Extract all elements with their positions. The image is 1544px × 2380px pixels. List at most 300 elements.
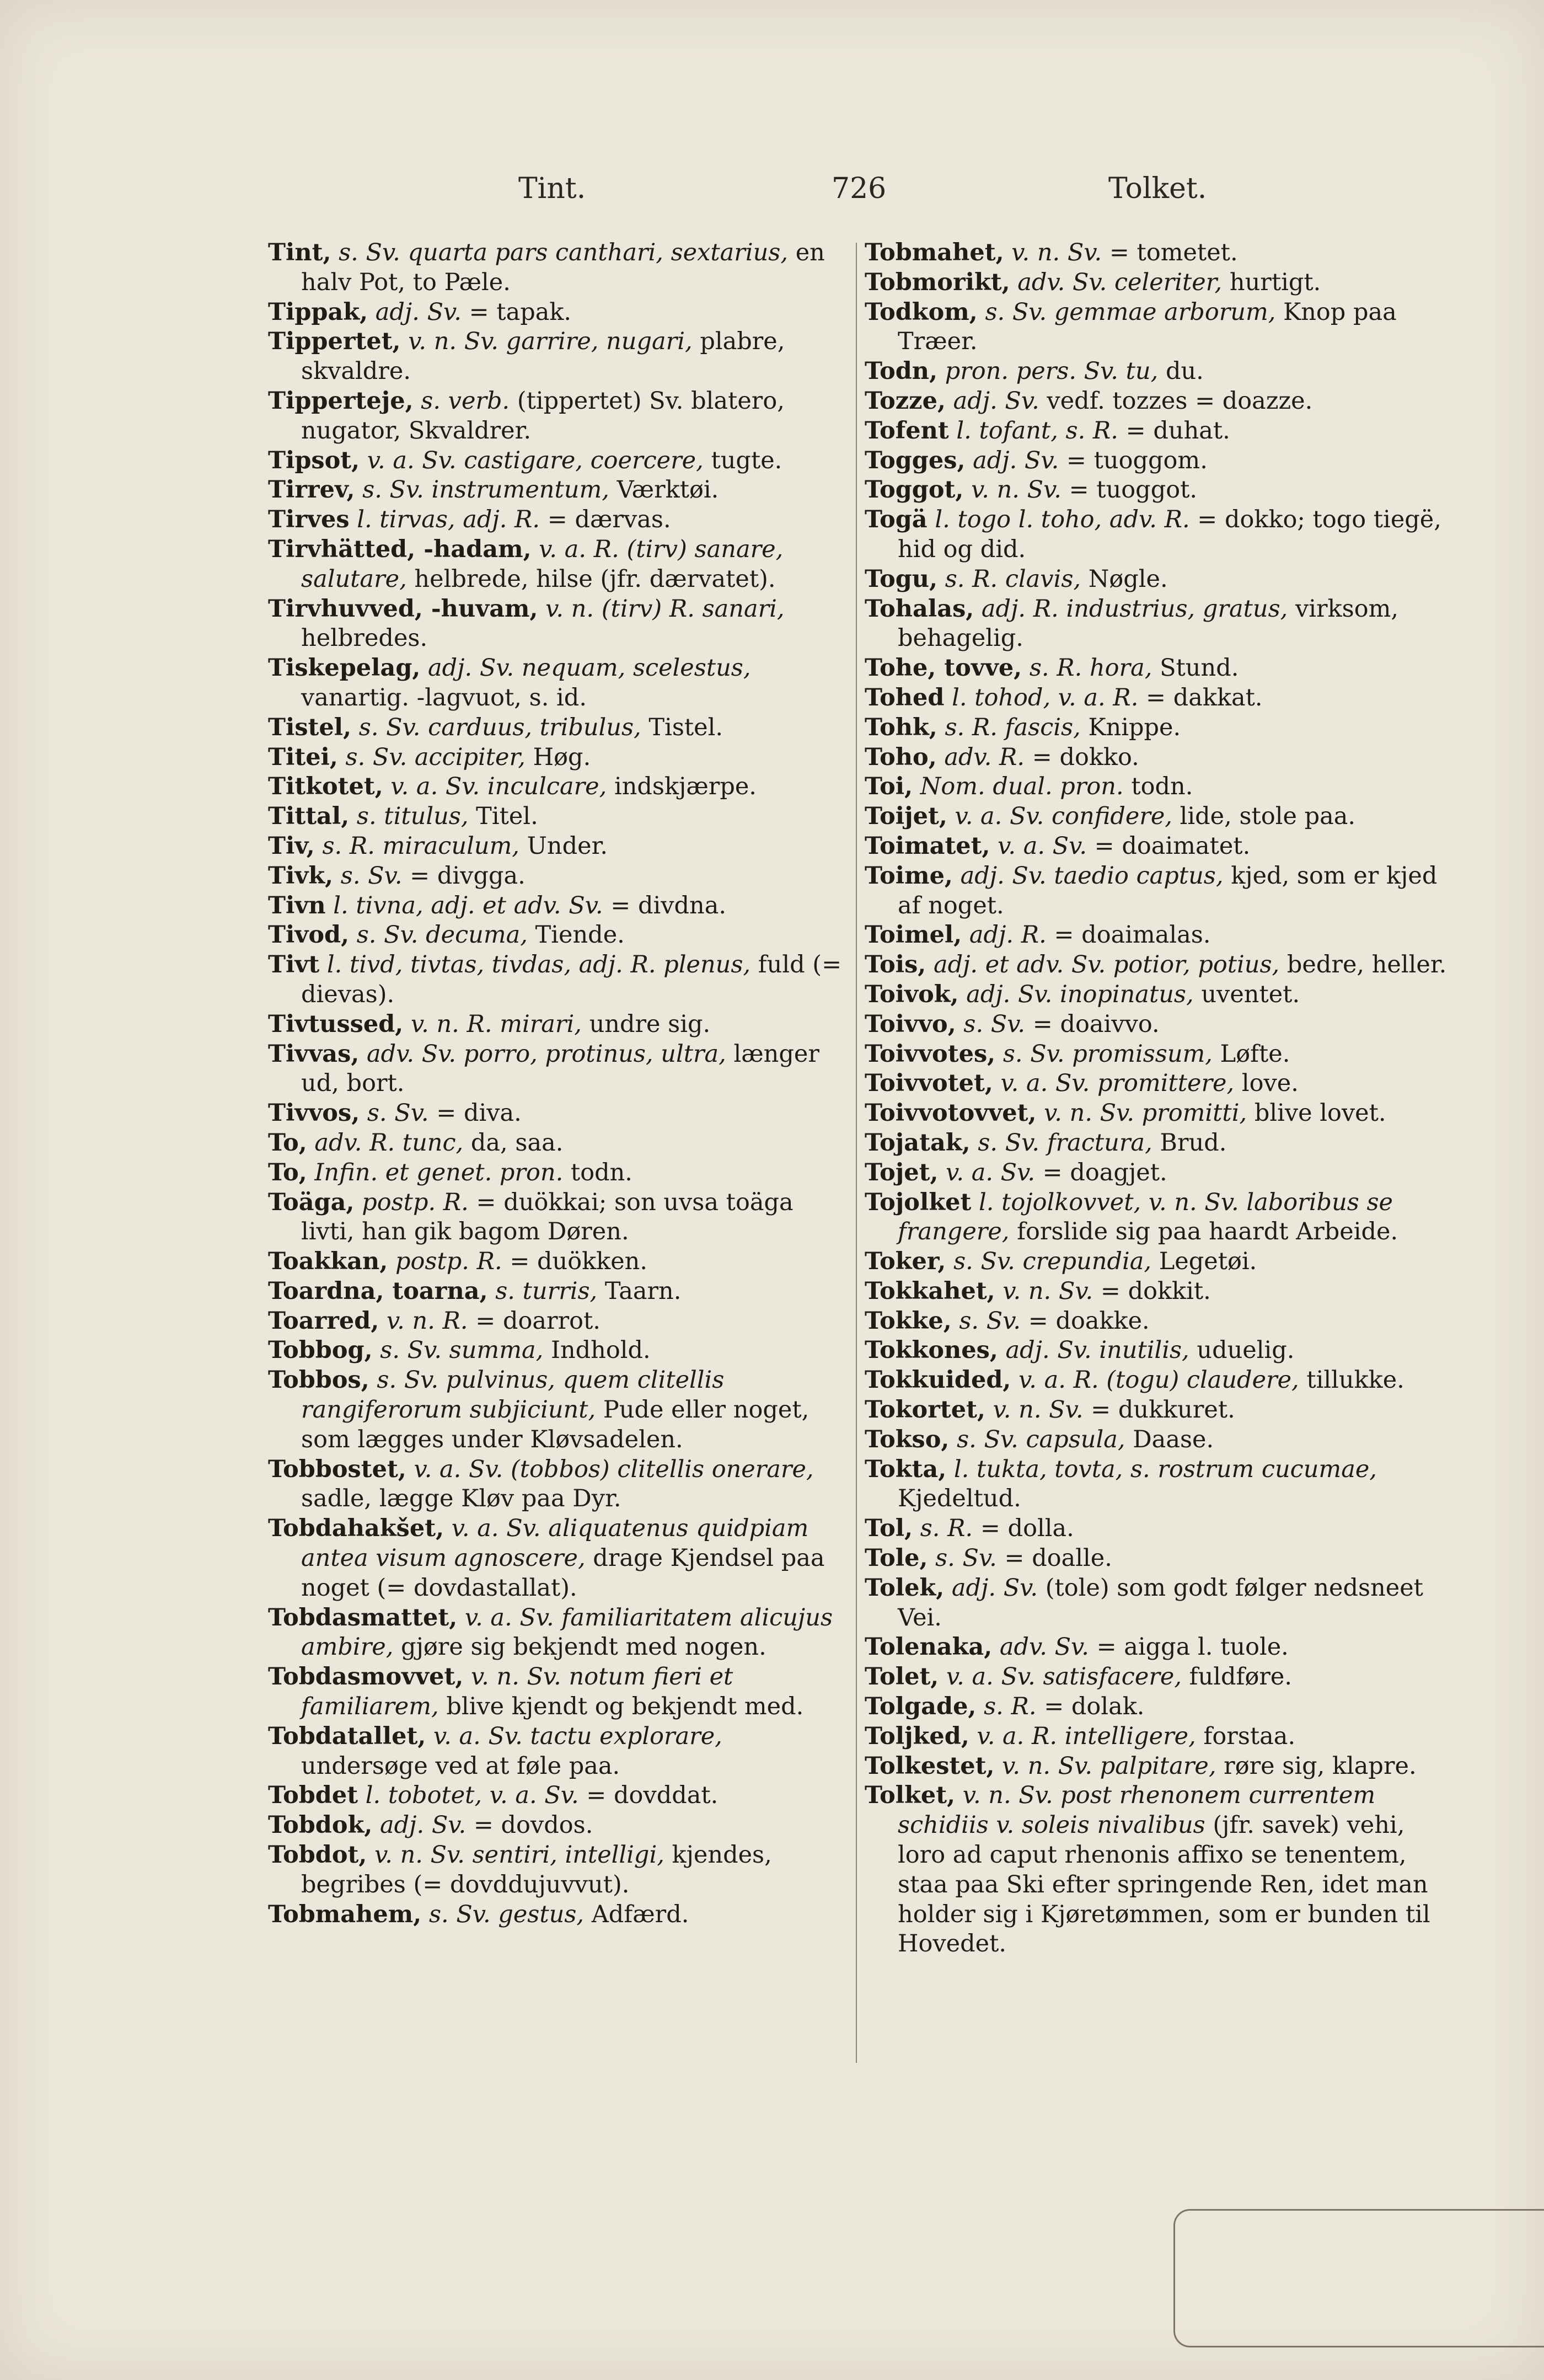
entry-grammar: adv. R. [944,743,1025,771]
dictionary-entry [865,238,1449,268]
entry-headword: To, [268,1129,307,1157]
entry-definition: = dokkit. [1100,1277,1211,1305]
entry-definition: Taarn. [604,1277,682,1305]
entry-definition: todn. [1131,773,1193,801]
entry-headword: Tivtussed, [268,1010,404,1038]
entry-definition: Adfærd. [591,1900,689,1928]
entry-headword: Toäga, [268,1188,355,1216]
entry-definition: gjøre sig bekjendt med nogen. [401,1633,766,1661]
entry-headword: Tois, [865,951,926,979]
entry-headword: Todkom, [865,298,978,326]
entry-headword: Tivvos, [268,1099,360,1127]
entry-grammar: v. a. Sv. aliquatenus quidpiam antea visum agnoscere, [301,1515,809,1573]
dictionary-entry [268,1129,853,1158]
entry-definition: blive lovet. [1254,1099,1386,1127]
entry-definition: Indhold. [550,1336,651,1365]
entry-definition: lide, stole paa. [1180,803,1356,831]
entry-headword: Tobdasmattet, [268,1603,458,1632]
entry-headword: Togges, [865,446,966,474]
dictionary-entry [268,1455,853,1515]
entry-headword: Toho, [865,743,937,771]
entry-headword: Tohe, tovve, [865,654,1022,682]
right-column [865,238,1449,1959]
entry-headword: Toimel, [865,921,962,949]
dictionary-entry [865,1277,1449,1307]
entry-definition: Under. [527,832,608,860]
entry-headword: Tobdet [268,1782,358,1810]
dictionary-entry [268,298,853,328]
entry-headword: Tohalas, [865,595,974,623]
entry-headword: Tint, [268,239,331,266]
entry-headword: Tipperteje, [268,387,414,415]
dictionary-entry [865,1514,1449,1544]
dictionary-entry [268,535,853,595]
entry-grammar: v. a. Sv. confidere, [955,803,1172,831]
entry-definition: Tiende. [535,921,625,949]
entry-grammar: v. a. Sv. satisfacere, [946,1663,1182,1691]
entry-headword: Tivod, [268,921,350,949]
entry-definition: forslide sig paa haardt Arbeide. [1017,1218,1398,1246]
entry-headword: Tolgade, [865,1693,977,1721]
entry-grammar: adj. Sv. [973,446,1059,474]
dictionary-entry [268,1841,853,1900]
dictionary-entry [865,505,1449,565]
entry-definition: kjed, som er kjed af noget. [898,862,1438,919]
entry-definition: = doaimatet. [1094,832,1251,860]
entry-definition: = dovdos. [473,1811,593,1839]
dictionary-entry [865,1692,1449,1722]
entry-headword: Toi, [865,773,913,801]
entry-definition: Løfte. [1220,1040,1290,1068]
entry-grammar: v. a. R. intelligere, [977,1722,1196,1750]
entry-grammar: s. titulus, [356,803,469,831]
dictionary-entry [865,595,1449,654]
entry-headword: Toivvotovvet, [865,1099,1037,1127]
entry-definition: sadle, lægge Kløv paa Dyr. [301,1485,621,1513]
entry-headword: Tolket, [865,1782,956,1810]
dictionary-entry [268,446,853,476]
entry-definition: = duhat. [1125,416,1230,445]
entry-definition: Stund. [1160,654,1239,682]
entry-headword: Togu, [865,565,938,593]
dictionary-entry [865,802,1449,832]
entry-headword: Tippak, [268,298,368,326]
entry-headword: Toimatet, [865,832,990,860]
entry-definition: Høg. [533,743,591,771]
entry-definition: tillukke. [1306,1366,1404,1394]
entry-definition: fuld (= dievas). [301,951,842,1008]
entry-grammar: s. Sv. [963,1010,1026,1038]
entry-grammar: s. Sv. [959,1307,1021,1335]
dictionary-entry [865,1158,1449,1188]
left-column [268,238,853,1929]
entry-grammar: l. tobotet, v. a. Sv. [365,1782,579,1810]
entry-definition: = doarrot. [475,1307,601,1335]
entry-headword: Tirves [268,506,350,534]
entry-definition: fuldføre. [1189,1663,1293,1691]
dictionary-entry [268,505,853,535]
dictionary-entry [268,802,853,832]
dictionary-entry [865,446,1449,476]
entry-definition: Tistel. [648,713,723,741]
dictionary-entry [268,327,853,387]
dictionary-entry [865,1366,1449,1395]
entry-definition: Brud. [1160,1129,1227,1157]
dictionary-entry [865,565,1449,595]
entry-grammar: v. n. Sv. sentiri, intelligi, [374,1841,664,1869]
dictionary-entry [268,1781,853,1811]
dictionary-entry [865,1129,1449,1158]
entry-grammar: v. n. Sv. notum fieri et familiarem, [301,1663,733,1721]
entry-grammar: v. n. (tirv) R. sanari, [545,595,785,623]
entry-headword: Tiskepelag, [268,654,421,682]
dictionary-entry [865,862,1449,921]
entry-grammar: v. a. Sv. inculcare, [390,773,607,801]
dictionary-entry [865,1722,1449,1752]
entry-definition: = doaimalas. [1054,921,1211,949]
column-divider [856,243,857,2063]
entry-definition: vedf. tozzes = doazze. [1047,387,1313,415]
dictionary-entry [865,387,1449,416]
dictionary-entry [865,1425,1449,1455]
dictionary-entry [268,1010,853,1040]
entry-grammar: v. n. Sv. palpitare, [1002,1752,1216,1780]
entry-headword: Tirrev, [268,476,355,504]
entry-headword: Togä [865,506,928,534]
entry-definition: kjendes, begribes (= dovddujuvvut). [301,1841,772,1898]
entry-definition: Nøgle. [1088,565,1168,593]
entry-grammar: adj. Sv. inopinatus, [966,980,1194,1008]
entry-headword: Tobmahem, [268,1900,422,1928]
entry-headword: Toakkan, [268,1248,388,1276]
entry-grammar: l. tirvas, adj. R. [357,506,540,534]
dictionary-entry [268,387,853,446]
entry-headword: Toime, [865,862,953,890]
entry-definition: = tometet. [1109,239,1238,266]
entry-headword: Tobdot, [268,1841,367,1869]
dictionary-entry [268,1158,853,1188]
entry-grammar: s. Sv. promissum, [1002,1040,1213,1068]
entry-definition: = doaivvo. [1032,1010,1160,1038]
entry-definition: Knop paa Træer. [898,298,1397,356]
entry-grammar: s. Sv. fractura, [978,1129,1152,1157]
entry-headword: Tojet, [865,1158,939,1186]
dictionary-entry [268,891,853,921]
entry-headword: Tivvas, [268,1040,360,1068]
dictionary-entry [268,1603,853,1663]
entry-definition: (tole) som godt følger nedsneet Vei. [898,1574,1423,1632]
entry-grammar: v. n. R. [386,1307,468,1335]
entry-definition: uventet. [1201,980,1300,1008]
dictionary-entry [268,475,853,505]
dictionary-entry [268,921,853,950]
dictionary-entry [865,743,1449,773]
entry-grammar: v. n. Sv. promitti, [1044,1099,1247,1127]
entry-grammar: adj. Sv. [380,1811,467,1839]
entry-definition: = tapak. [469,298,572,326]
dictionary-entry [268,1900,853,1930]
entry-headword: Tipsot, [268,446,360,474]
dictionary-entry [865,1395,1449,1425]
entry-definition: = aigga l. tuole. [1096,1633,1289,1661]
entry-headword: Tiv, [268,832,315,860]
entry-grammar: s. R. miraculum, [322,832,519,860]
entry-headword: Toivvotes, [865,1040,996,1068]
entry-grammar: adj. Sv. inutilis, [1005,1336,1189,1365]
entry-grammar: s. Sv. summa, [380,1336,544,1365]
entry-grammar: l. tohod, v. a. R. [952,683,1139,712]
entry-definition: indskjærpe. [614,773,757,801]
entry-headword: Tivk, [268,862,334,890]
entry-grammar: Nom. dual. pron. [920,773,1124,801]
entry-definition: = doalle. [1004,1544,1112,1573]
dictionary-entry [865,654,1449,683]
entry-grammar: s. verb. [421,387,510,415]
entry-headword: Toljked, [865,1722,969,1750]
entry-definition: Værktøi. [616,476,719,504]
entry-headword: Tokke, [865,1307,952,1335]
dictionary-entry [268,713,853,743]
entry-headword: Tobdahakšet, [268,1515,444,1543]
entry-headword: Toardna, toarna, [268,1277,488,1305]
entry-headword: Tokso, [865,1425,950,1453]
entry-headword: Tohed [865,683,945,712]
dictionary-entry [865,1662,1449,1692]
entry-grammar: s. Sv. carduus, tribulus, [358,713,641,741]
dictionary-entry [865,268,1449,298]
entry-grammar: l. tojolkovvet, v. n. Sv. laboribus se frangere, [898,1188,1393,1246]
entry-headword: Tirvhuvved, -huvam, [268,595,538,623]
entry-headword: Toivok, [865,980,959,1008]
entry-headword: Tippertet, [268,328,401,356]
entry-definition: Legetøi. [1159,1248,1257,1276]
entry-grammar: v. n. R. mirari, [410,1010,582,1038]
dictionary-entry [268,772,853,802]
dictionary-entry [268,654,853,713]
entry-grammar: s. Sv. capsula, [957,1425,1125,1453]
entry-definition: forstaa. [1203,1722,1296,1750]
entry-headword: Tirvhätted, -hadam, [268,535,532,563]
entry-grammar: s. Sv. quarta pars canthari, sextarius, [339,239,789,266]
entry-grammar: adj. R. industrius, gratus, [981,595,1288,623]
entry-grammar: s. Sv. decuma, [356,921,528,949]
entry-definition: love. [1241,1069,1299,1098]
entry-grammar: v. a. Sv. (tobbos) clitellis onerare, [414,1455,814,1483]
entry-definition: = dolla. [980,1515,1074,1543]
dictionary-entry [865,1455,1449,1515]
entry-headword: Tozze, [865,387,946,415]
entry-grammar: adv. R. tunc, [314,1129,464,1157]
entry-headword: Toggot, [865,476,964,504]
entry-definition: blive kjendt og bekjendt med. [446,1693,804,1721]
entry-grammar: adj. R. [969,921,1047,949]
entry-definition: en halv Pot, to Pæle. [301,239,825,296]
entry-definition: Titel. [476,803,538,831]
entry-headword: Toijet, [865,803,947,831]
entry-headword: Tobmahet, [865,239,1004,266]
entry-grammar: l. tofant, s. R. [956,416,1118,445]
dictionary-entry [865,921,1449,950]
entry-definition: = dokko; togo tiegë, hid og did. [898,506,1441,563]
entry-headword: Tol, [865,1515,913,1543]
entry-definition: = dokko. [1032,743,1139,771]
entry-definition: hurtigt. [1229,268,1321,296]
entry-grammar: v. n. Sv. post rhenonem currentem schidiis v. soleis nivalibus [898,1782,1376,1839]
entry-grammar: s. Sv. [935,1544,997,1573]
dictionary-entry [268,1514,853,1603]
entry-grammar: adj. Sv. [953,387,1039,415]
entry-definition: = diva. [436,1099,522,1127]
dictionary-entry [865,1574,1449,1633]
entry-definition: vanartig. -lagvuot, s. id. [301,683,587,712]
entry-definition: da, saa. [470,1129,564,1157]
entry-definition: (jfr. savek) vehi, loro ad caput rhenonis affixo se tenentem, staa paa Ski efter springende Ren, idet man holder sig i Kjøretømmen, som er bunden til Hovedet. [898,1811,1430,1958]
dictionary-entry [268,743,853,773]
entry-headword: Tivn [268,891,326,919]
entry-grammar: s. R. [920,1515,973,1543]
dictionary-entry [865,1633,1449,1662]
entry-definition: bedre, heller. [1286,951,1447,979]
dictionary-entry [865,1188,1449,1248]
dictionary-entry [865,357,1449,387]
entry-headword: Tohk, [865,713,937,741]
entry-definition: = dukkuret. [1091,1396,1235,1424]
entry-headword: Tittal, [268,803,350,831]
entry-headword: Tolenaka, [865,1633,993,1661]
entry-headword: Tobdok, [268,1811,373,1839]
dictionary-entry [865,772,1449,802]
entry-definition: = doakke. [1028,1307,1150,1335]
dictionary-entry [268,1188,853,1248]
header-left-guideword: Tint. [518,172,586,205]
entry-grammar: v. n. Sv. [1002,1277,1093,1305]
entry-grammar: s. Sv. gestus, [428,1900,585,1928]
entry-definition: = duökkai; son uvsa toäga livti, han gik bagom Døren. [301,1188,794,1246]
dictionary-entry [865,1247,1449,1277]
entry-grammar: v. a. Sv. promittere, [1000,1069,1235,1098]
entry-headword: Toarred, [268,1307,379,1335]
entry-grammar: s. Sv. accipiter, [345,743,526,771]
entry-grammar: v. a. Sv. tactu explorare, [433,1722,722,1750]
dictionary-entry [865,980,1449,1010]
entry-headword: Tolkestet, [865,1752,995,1780]
entry-definition: Daase. [1133,1425,1214,1453]
page-number: 726 [832,172,887,205]
entry-headword: Tivt [268,951,320,979]
dictionary-entry [865,1040,1449,1069]
entry-grammar: v. a. R. (tirv) sanare, salutare, [301,535,784,593]
dictionary-entry [865,1544,1449,1574]
entry-headword: Tokortet, [865,1396,985,1424]
dictionary-entry [865,1336,1449,1366]
entry-headword: Toivvotet, [865,1069,993,1098]
entry-definition: todn. [570,1158,632,1186]
entry-grammar: adv. Sv. celeriter, [1017,268,1223,296]
entry-grammar: s. R. [984,1693,1037,1721]
dictionary-entry [865,1307,1449,1336]
entry-grammar: adj. Sv. [951,1574,1038,1602]
entry-headword: Titkotet, [268,773,383,801]
entry-grammar: v. a. R. (togu) claudere, [1018,1366,1299,1394]
dictionary-entry [268,1247,853,1277]
entry-headword: Tobbos, [268,1366,369,1394]
entry-definition: = doagjet. [1042,1158,1167,1186]
entry-definition: = tuoggom. [1066,446,1208,474]
dictionary-entry [865,298,1449,357]
entry-grammar: postp. R. [395,1248,502,1276]
entry-grammar: s. R. hora, [1029,654,1152,682]
dictionary-entry [865,1752,1449,1782]
entry-grammar: v. a. Sv. [998,832,1087,860]
entry-definition: undre sig. [589,1010,711,1038]
dictionary-entry [865,683,1449,713]
dictionary-entry [865,832,1449,862]
entry-definition: Knippe. [1088,713,1181,741]
entry-headword: Tokkones, [865,1336,998,1365]
entry-grammar: s. Sv. pulvinus, quem clitellis rangiferorum subjiciunt, [301,1366,725,1424]
entry-headword: Tolet, [865,1663,939,1691]
entry-grammar: adj. Sv. taedio captus, [960,862,1224,890]
entry-grammar: s. R. fascis, [945,713,1081,741]
entry-grammar: v. n. Sv. [1011,239,1102,266]
dictionary-entry [268,1307,853,1336]
entry-grammar: pron. pers. Sv. tu, [945,357,1159,386]
entry-headword: Tolek, [865,1574,945,1602]
entry-grammar: l. tivd, tivtas, tivdas, adj. R. plenus, [326,951,751,979]
entry-definition: = tuoggot. [1069,476,1198,504]
dictionary-entry [865,416,1449,446]
entry-grammar: l. tivna, adj. et adv. Sv. [333,891,603,919]
entry-definition: røre sig, klapre. [1224,1752,1417,1780]
dictionary-entry [268,1722,853,1782]
entry-grammar: v. n. Sv. [993,1396,1084,1424]
entry-grammar: l. tukta, tovta, s. rostrum cucumae, [953,1455,1377,1483]
entry-definition: = dovddat. [586,1782,719,1810]
dictionary-entry [268,1336,853,1366]
entry-definition: helbredes. [301,624,428,653]
dictionary-entry [865,1069,1449,1099]
dictionary-entry [865,1010,1449,1040]
entry-grammar: v. a. Sv. castigare, coercere, [367,446,704,474]
entry-grammar: s. Sv. gemmae arborum, [985,298,1276,326]
dictionary-entry [268,950,853,1010]
entry-headword: Todn, [865,357,938,386]
entry-grammar: adj. Sv. nequam, scelestus, [428,654,751,682]
entry-grammar: v. n. Sv. garrire, nugari, [408,328,693,356]
dictionary-entry [268,1277,853,1307]
entry-headword: Tokkuided, [865,1366,1011,1394]
entry-definition: plabre, skvaldre. [301,328,785,386]
dictionary-entry [865,475,1449,505]
entry-headword: Tole, [865,1544,928,1573]
entry-definition: = dærvas. [547,506,671,534]
entry-definition: drage Kjendsel paa noget (= dovdastallat). [301,1544,825,1602]
entry-grammar: s. Sv. [367,1099,429,1127]
entry-grammar: v. n. Sv. [971,476,1062,504]
dictionary-entry [268,595,853,654]
entry-headword: Tobmorikt, [865,268,1010,296]
entry-definition: helbrede, hilse (jfr. dærvatet). [414,565,776,593]
dictionary-entry [865,1781,1449,1959]
entry-grammar: s. Sv. instrumentum, [362,476,609,504]
entry-grammar: l. togo l. toho, adv. R. [935,506,1190,534]
entry-grammar: adv. Sv. porro, protinus, ultra, [367,1040,726,1068]
entry-grammar: adv. Sv. [999,1633,1089,1661]
entry-grammar: s. Sv. crepundia, [953,1248,1152,1276]
entry-headword: Tojatak, [865,1129,971,1157]
entry-headword: Tistel, [268,713,352,741]
entry-grammar: adj. et adv. Sv. potior, potius, [933,951,1280,979]
